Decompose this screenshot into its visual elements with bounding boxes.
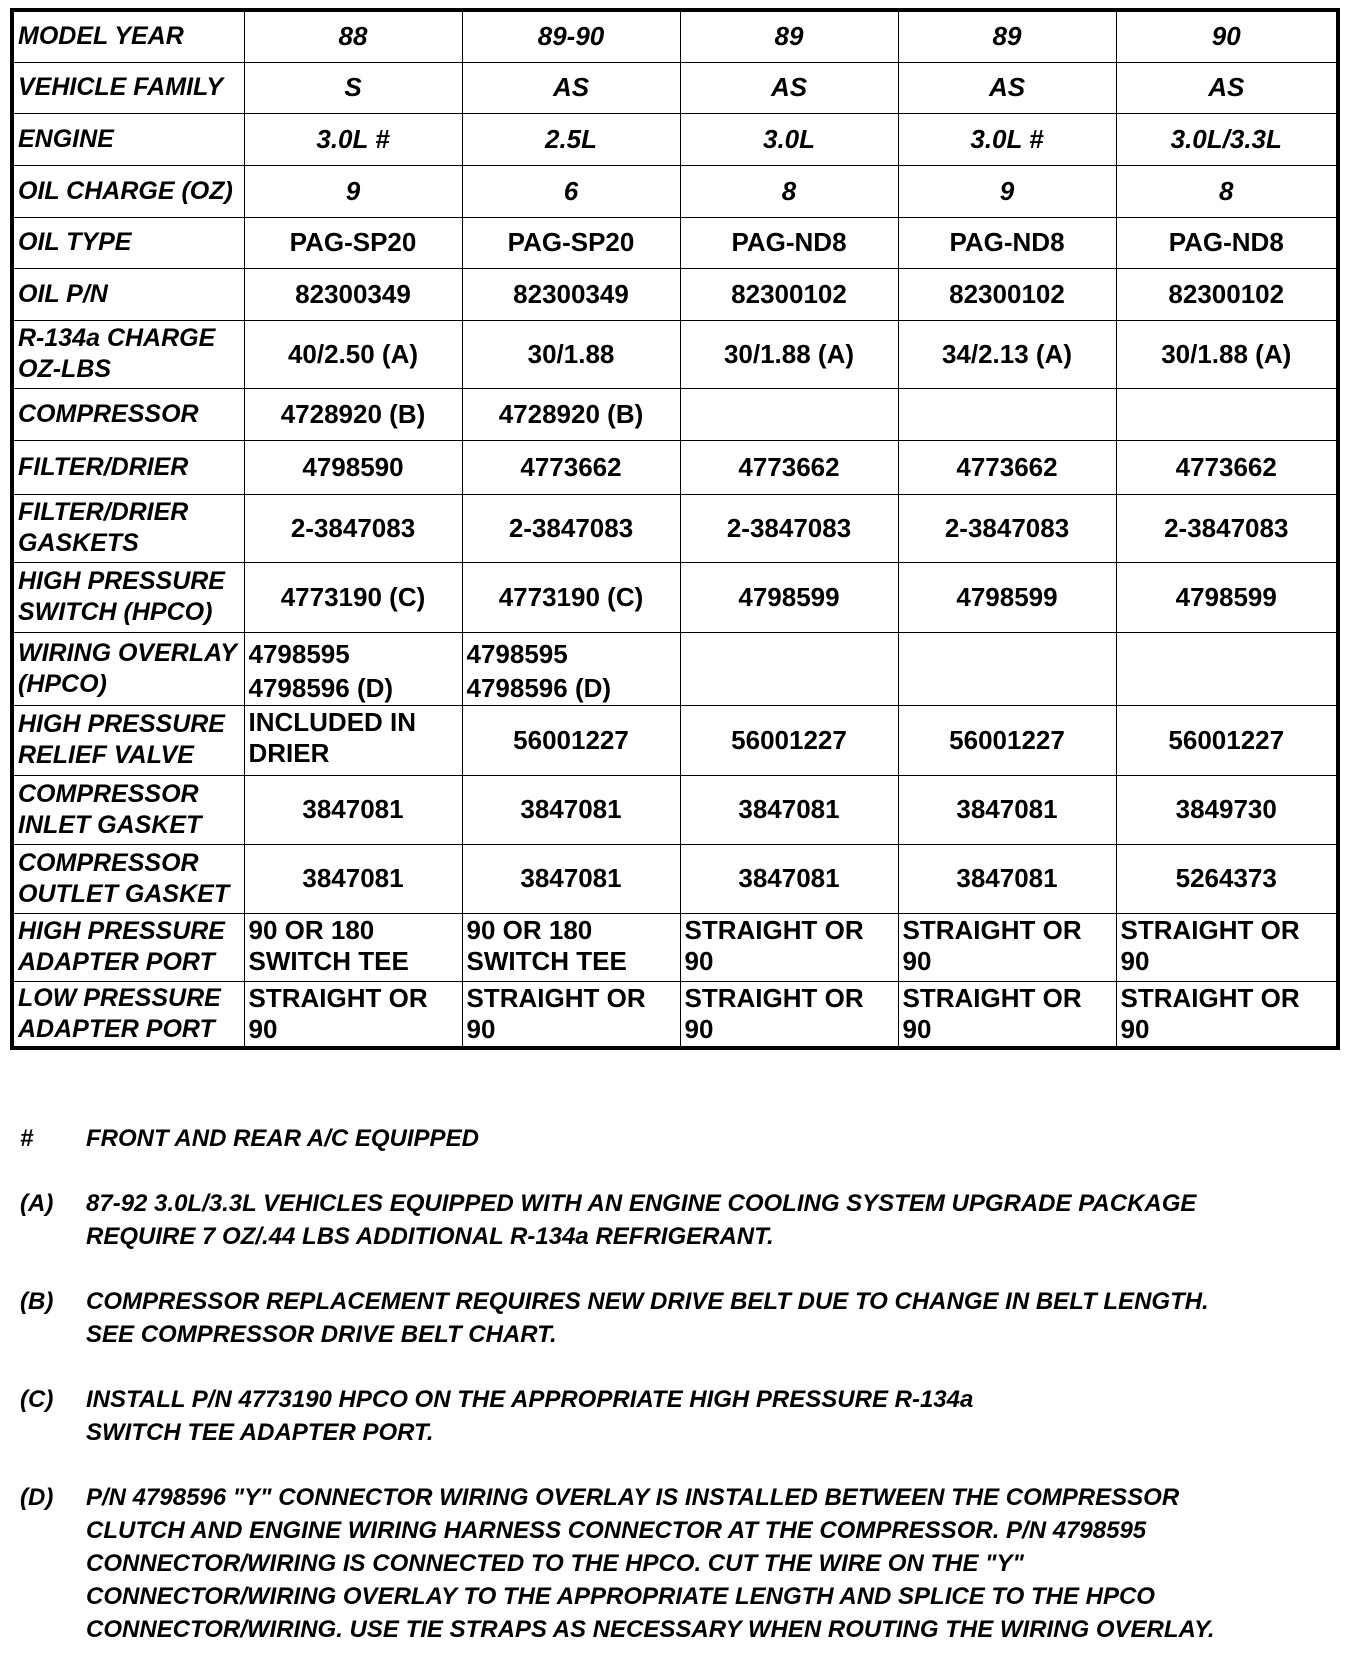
footnote-line: FRONT AND REAR A/C EQUIPPED: [86, 1125, 479, 1152]
footnote-text: [86, 1481, 1340, 1646]
table-cell: [898, 388, 1116, 440]
row-label-line: WIRING OVERLAY: [18, 638, 237, 667]
cell-line: 90: [466, 1013, 496, 1044]
table-cell: 4773662: [1116, 440, 1338, 494]
table-row-model-year: [12, 10, 1338, 62]
footnote: [20, 1187, 1340, 1253]
cell-line: 90: [1120, 1013, 1150, 1044]
row-label-line: HIGH PRESSURE: [18, 567, 225, 595]
table-row-oil-type: [12, 217, 1338, 268]
cell-line: INCLUDED IN: [248, 706, 417, 737]
table-row-comp-outlet-gasket: [12, 844, 1338, 913]
table-cell: 3847081: [462, 775, 680, 844]
table-cell: 2-3847083: [1116, 494, 1338, 562]
table-cell: AS: [462, 62, 680, 113]
footnote-line: SEE COMPRESSOR DRIVE BELT CHART.: [86, 1321, 557, 1348]
row-label: [12, 844, 244, 913]
table-cell: 4798599: [1116, 562, 1338, 632]
table-cell: 4773662: [898, 440, 1116, 494]
row-label-line: RELIEF VALVE: [18, 741, 194, 769]
table-row-comp-inlet-gasket: [12, 775, 1338, 844]
table-cell: 3.0L #: [244, 113, 462, 165]
table-cell: 82300102: [680, 268, 898, 320]
row-label: [12, 268, 244, 320]
table-cell: PAG-SP20: [244, 217, 462, 268]
table-cell: [898, 632, 1116, 705]
row-label-line: VEHICLE FAMILY: [18, 73, 224, 101]
footnote-line: SWITCH TEE ADAPTER PORT.: [86, 1419, 434, 1446]
table-cell: 82300349: [244, 268, 462, 320]
row-label: [12, 775, 244, 844]
row-label-line: ENGINE: [18, 124, 114, 153]
row-label-line: R-134a CHARGE: [18, 324, 216, 352]
footnote-line: COMPRESSOR REPLACEMENT REQUIRES NEW DRIVE BELT DUE TO CHANGE IN BELT LENGTH.: [86, 1288, 1209, 1315]
table-cell: 82300102: [1116, 268, 1338, 320]
table-cell: 82300349: [462, 268, 680, 320]
table-cell: [1116, 632, 1338, 705]
table-cell: 2-3847083: [244, 494, 462, 562]
footnote-mark: #: [20, 1125, 34, 1152]
table-row-oil-charge: [12, 165, 1338, 217]
footnote: [20, 1383, 1340, 1449]
row-label-line: OIL TYPE: [18, 228, 132, 256]
row-label-line: SWITCH (HPCO): [18, 598, 213, 626]
table-cell: 4728920 (B): [462, 388, 680, 440]
table-row-engine: [12, 113, 1338, 165]
table-cell: 3847081: [244, 775, 462, 844]
footnote-text: [86, 1122, 1340, 1155]
table-cell: [898, 913, 1116, 981]
table-cell: [1116, 981, 1338, 1048]
table-cell: [680, 632, 898, 705]
row-label-line: GASKETS: [18, 529, 139, 557]
table-cell: PAG-ND8: [898, 217, 1116, 268]
table-cell: [462, 632, 680, 705]
table-cell: 3849730: [1116, 775, 1338, 844]
table-cell: 4728920 (B): [244, 388, 462, 440]
row-label: [12, 705, 244, 775]
table-row-oil-pn: [12, 268, 1338, 320]
footnote-text: [86, 1383, 1340, 1449]
footnote-line: 87-92 3.0L/3.3L VEHICLES EQUIPPED WITH AN ENGINE COOLING SYSTEM UPGRADE PACKAGE: [86, 1190, 1197, 1217]
table-cell: [1116, 388, 1338, 440]
table-cell: 90: [1116, 10, 1338, 62]
cell-line: STRAIGHT OR: [466, 982, 646, 1013]
cell-line: 4798595: [466, 638, 568, 669]
table-cell: 3847081: [244, 844, 462, 913]
row-label-line: FILTER/DRIER: [18, 498, 189, 526]
cell-line: 90: [248, 1013, 278, 1044]
table-cell: 56001227: [898, 705, 1116, 775]
row-label-line: HIGH PRESSURE: [18, 917, 225, 945]
row-label: [12, 320, 244, 388]
cell-line: STRAIGHT OR: [1120, 914, 1300, 945]
table-cell: 3.0L #: [898, 113, 1116, 165]
cell-line: 90 OR 180: [466, 914, 593, 945]
table-cell: 3.0L: [680, 113, 898, 165]
footnote: [20, 1122, 1340, 1155]
row-label-line: LOW PRESSURE: [18, 983, 221, 1012]
row-label: [12, 981, 244, 1048]
row-label-line: COMPRESSOR: [18, 848, 199, 877]
row-label-line: OIL P/N: [18, 279, 108, 308]
footnote: [20, 1481, 1340, 1646]
table-cell: 82300102: [898, 268, 1116, 320]
table-row-filter-drier: [12, 440, 1338, 494]
footnote-line: P/N 4798596 "Y" CONNECTOR WIRING OVERLAY IS INSTALLED BETWEEN THE COMPRESSOR: [86, 1484, 1180, 1511]
cell-line: SWITCH TEE: [248, 945, 409, 976]
footnote-text: [86, 1285, 1340, 1351]
table-cell: 4798590: [244, 440, 462, 494]
row-label-line: OIL CHARGE (OZ): [18, 176, 233, 205]
table-cell: [1116, 913, 1338, 981]
row-label: [12, 113, 244, 165]
table-cell: PAG-ND8: [680, 217, 898, 268]
table-cell: 89: [680, 10, 898, 62]
row-label: [12, 62, 244, 113]
row-label-line: ADAPTER PORT: [18, 1014, 215, 1043]
cell-line: 90: [902, 945, 932, 976]
footnote-line: CONNECTOR/WIRING OVERLAY TO THE APPROPRIATE LENGTH AND SPLICE TO THE HPCO: [86, 1583, 1155, 1610]
table-cell: 3.0L/3.3L: [1116, 113, 1338, 165]
table-row-compressor: [12, 388, 1338, 440]
cell-line: DRIER: [248, 737, 330, 768]
table-cell: [680, 913, 898, 981]
table-cell: 5264373: [1116, 844, 1338, 913]
table-cell: 2-3847083: [462, 494, 680, 562]
table-cell: 3847081: [898, 844, 1116, 913]
table-cell: 8: [680, 165, 898, 217]
footnote-line: REQUIRE 7 OZ/.44 LBS ADDITIONAL R-134a REFRIGERANT.: [86, 1223, 774, 1250]
row-label: [12, 217, 244, 268]
table-cell: 30/1.88 (A): [680, 320, 898, 388]
table-cell: [244, 705, 462, 775]
table-cell: 9: [898, 165, 1116, 217]
table-row-lp-adapter-port: [12, 981, 1338, 1048]
footnote-mark: (A): [20, 1190, 54, 1217]
row-label-line: MODEL YEAR: [18, 22, 184, 51]
cell-line: STRAIGHT OR: [684, 914, 864, 945]
cell-line: 90 OR 180: [248, 914, 375, 945]
table-cell: 89-90: [462, 10, 680, 62]
table-cell: 4773662: [680, 440, 898, 494]
table-cell: 56001227: [1116, 705, 1338, 775]
table-row-vehicle-family: [12, 62, 1338, 113]
table-cell: 3847081: [680, 775, 898, 844]
row-label-line: COMPRESSOR: [18, 779, 199, 808]
cell-line: SWITCH TEE: [466, 945, 627, 976]
table-cell: AS: [898, 62, 1116, 113]
cell-line: STRAIGHT OR: [684, 982, 864, 1013]
table-row-wiring-overlay: [12, 632, 1338, 705]
table-row-hp-adapter-port: [12, 913, 1338, 981]
spec-table: [10, 8, 1340, 1050]
footnote-mark: (C): [20, 1386, 54, 1413]
table-cell: [898, 981, 1116, 1048]
table-row-r134a-charge: [12, 320, 1338, 388]
table-cell: S: [244, 62, 462, 113]
footnote-line: CONNECTOR/WIRING. USE TIE STRAPS AS NECESSARY WHEN ROUTING THE WIRING OVERLAY.: [86, 1616, 1215, 1643]
table-cell: 2-3847083: [680, 494, 898, 562]
table-cell: [244, 981, 462, 1048]
table-cell: 56001227: [462, 705, 680, 775]
footnote-text: [86, 1187, 1340, 1253]
cell-line: 90: [1120, 945, 1150, 976]
row-label-line: ADAPTER PORT: [18, 948, 215, 976]
table-cell: [244, 632, 462, 705]
table-cell: 34/2.13 (A): [898, 320, 1116, 388]
table-cell: 88: [244, 10, 462, 62]
row-label-line: HIGH PRESSURE: [18, 710, 225, 738]
cell-line: STRAIGHT OR: [902, 914, 1082, 945]
table-cell: [680, 388, 898, 440]
cell-line: STRAIGHT OR: [1120, 982, 1300, 1013]
row-label-line: OZ-LBS: [18, 355, 112, 383]
footnotes: [20, 1122, 1340, 1678]
table-cell: [680, 981, 898, 1048]
footnote-line: INSTALL P/N 4773190 HPCO ON THE APPROPRIATE HIGH PRESSURE R-134a: [86, 1386, 974, 1413]
table-cell: 3847081: [462, 844, 680, 913]
table-row-hpco-switch: [12, 562, 1338, 632]
cell-line: 90: [902, 1013, 932, 1044]
table-cell: PAG-ND8: [1116, 217, 1338, 268]
table-cell: 9: [244, 165, 462, 217]
table-cell: 56001227: [680, 705, 898, 775]
row-label: [12, 562, 244, 632]
cell-line: STRAIGHT OR: [902, 982, 1082, 1013]
table-cell: 30/1.88: [462, 320, 680, 388]
row-label: [12, 165, 244, 217]
cell-line: 4798595: [248, 638, 350, 669]
table-cell: 3847081: [898, 775, 1116, 844]
table-cell: 89: [898, 10, 1116, 62]
row-label: [12, 440, 244, 494]
table-cell: 4798599: [680, 562, 898, 632]
row-label: [12, 388, 244, 440]
table-cell: PAG-SP20: [462, 217, 680, 268]
table-cell: 4773190 (C): [462, 562, 680, 632]
table-cell: 2.5L: [462, 113, 680, 165]
table-cell: AS: [1116, 62, 1338, 113]
table-cell: [462, 981, 680, 1048]
table-cell: 8: [1116, 165, 1338, 217]
row-label-line: INLET GASKET: [18, 810, 202, 839]
footnote-mark: (B): [20, 1288, 54, 1315]
cell-line: 90: [684, 945, 714, 976]
table-row-filter-drier-gaskets: [12, 494, 1338, 562]
table-cell: 4773190 (C): [244, 562, 462, 632]
cell-line: 4798596 (D): [466, 672, 612, 703]
row-label-line: COMPRESSOR: [18, 399, 199, 428]
row-label: [12, 632, 244, 705]
table-cell: AS: [680, 62, 898, 113]
footnote: [20, 1285, 1340, 1351]
row-label: [12, 913, 244, 981]
footnote-line: CONNECTOR/WIRING IS CONNECTED TO THE HPCO. CUT THE WIRE ON THE "Y": [86, 1550, 1024, 1577]
row-label-line: FILTER/DRIER: [18, 452, 189, 481]
table-cell: [462, 913, 680, 981]
row-label-line: (HPCO): [18, 669, 107, 698]
table-cell: 30/1.88 (A): [1116, 320, 1338, 388]
table-cell: 2-3847083: [898, 494, 1116, 562]
table-cell: [244, 913, 462, 981]
table-cell: 3847081: [680, 844, 898, 913]
row-label: [12, 494, 244, 562]
footnote-mark: (D): [20, 1484, 54, 1511]
table-cell: 6: [462, 165, 680, 217]
cell-line: 90: [684, 1013, 714, 1044]
table-cell: 40/2.50 (A): [244, 320, 462, 388]
table-row-relief-valve: [12, 705, 1338, 775]
table-cell: 4798599: [898, 562, 1116, 632]
row-label: [12, 10, 244, 62]
cell-line: 4798596 (D): [248, 672, 394, 703]
table-cell: 4773662: [462, 440, 680, 494]
row-label-line: OUTLET GASKET: [18, 879, 230, 908]
cell-line: STRAIGHT OR: [248, 982, 428, 1013]
footnote-line: CLUTCH AND ENGINE WIRING HARNESS CONNECTOR AT THE COMPRESSOR. P/N 4798595: [86, 1517, 1147, 1544]
